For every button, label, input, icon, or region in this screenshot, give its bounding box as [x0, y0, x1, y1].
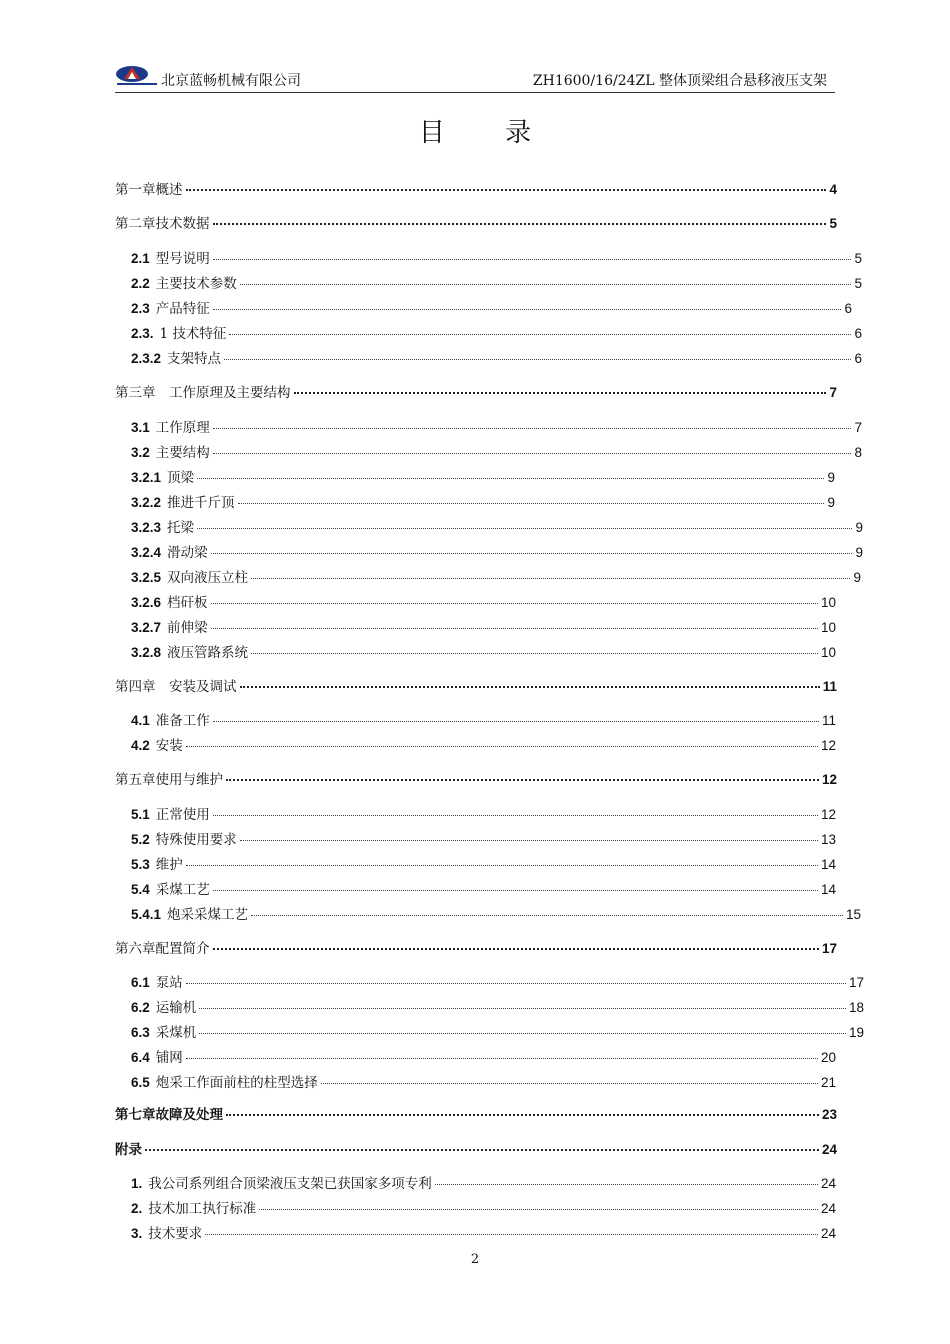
toc-leader-dots [186, 189, 827, 191]
toc-entry-number: 3.2.8 [131, 645, 162, 660]
toc-section-entry[interactable] [131, 1172, 836, 1190]
toc-entry-number: 5.3 [131, 857, 150, 872]
toc-section-entry[interactable] [131, 272, 862, 290]
toc-entry-number: 5.2 [131, 832, 150, 847]
toc-chapter-entry[interactable] [115, 178, 837, 196]
toc-leader-dots [213, 721, 819, 722]
toc-chapter-entry[interactable] [115, 212, 837, 230]
toc-section-entry[interactable] [131, 441, 862, 459]
toc-entry-page: 10 [820, 620, 836, 635]
toc-entry-label: 我公司系列组合顶梁液压支架已获国家多项专利 [148, 1176, 432, 1192]
toc-section-entry[interactable] [131, 566, 861, 584]
toc-leader-dots [259, 1209, 818, 1210]
toc-section-entry[interactable] [131, 347, 862, 365]
toc-leader-dots [435, 1184, 818, 1185]
toc-entry-page: 5 [854, 276, 862, 291]
toc-leader-dots [211, 603, 818, 604]
toc-leader-dots [226, 779, 819, 781]
toc-leader-dots [226, 1114, 819, 1116]
toc-section-entry[interactable] [131, 996, 864, 1014]
toc-entry-page: 19 [848, 1025, 864, 1040]
toc-entry-number: 6.4 [131, 1050, 150, 1065]
toc-section-entry[interactable] [131, 516, 863, 534]
toc-entry-page: 7 [854, 420, 862, 435]
toc-entry-label: 采煤工艺 [155, 882, 210, 898]
toc-section-entry[interactable] [131, 541, 863, 559]
company-name: 北京蓝畅机械有限公司 [161, 73, 301, 89]
toc-section-entry[interactable] [131, 734, 836, 752]
toc-entry-label: 顶梁 [167, 470, 195, 486]
toc-entry-number: 6.5 [131, 1075, 150, 1090]
toc-entry-page: 21 [820, 1075, 836, 1090]
toc-entry-label: 型号说明 [155, 251, 210, 267]
toc-leader-dots [240, 284, 852, 285]
toc-entry-page: 17 [848, 975, 864, 990]
toc-leader-dots [240, 686, 820, 688]
toc-section-entry[interactable] [131, 971, 864, 989]
toc-entry-label: 铺网 [155, 1050, 183, 1066]
toc-entry-page: 8 [854, 445, 862, 460]
toc-entry-number: 3.2.2 [131, 495, 162, 510]
toc-entry-number: 2.3.2 [131, 351, 162, 366]
toc-leader-dots [213, 453, 852, 454]
toc-entry-number: 3.2.1 [131, 470, 162, 485]
toc-leader-dots [197, 528, 852, 529]
toc-entry-label: 维护 [155, 857, 183, 873]
toc-chapter-entry[interactable] [115, 1138, 837, 1156]
toc-entry-page: 12 [820, 807, 836, 822]
toc-section-entry[interactable] [131, 803, 836, 821]
toc-entry-page: 6 [854, 351, 862, 366]
toc-entry-page: 9 [827, 470, 835, 485]
toc-entry-label: 泵站 [155, 975, 183, 991]
toc-entry-page: 24 [820, 1201, 836, 1216]
toc-leader-dots [186, 983, 846, 984]
toc-leader-dots [186, 865, 818, 866]
toc-entry-page: 10 [820, 595, 836, 610]
toc-leader-dots [211, 628, 818, 629]
toc-entry-number: 3. [131, 1226, 143, 1241]
toc-entry-label: 托梁 [167, 520, 195, 536]
toc-leader-dots [229, 334, 851, 335]
page-number: 2 [470, 1252, 480, 1267]
toc-leader-dots [213, 309, 842, 310]
toc-entry-number: 2.3 [131, 301, 150, 316]
toc-entry-label: 运输机 [155, 1000, 197, 1016]
toc-entry-number: 3.2 [131, 445, 150, 460]
toc-entry-label: 技术加工执行标准 [148, 1201, 257, 1217]
toc-section-entry[interactable] [131, 247, 862, 265]
toc-entry-label: 采煤机 [155, 1025, 197, 1041]
toc-entry-label: 第二章技术数据 [115, 216, 210, 232]
toc-entry-page: 11 [822, 679, 837, 694]
toc-entry-label: 正常使用 [155, 807, 210, 823]
toc-entry-number: 2.1 [131, 251, 150, 266]
toc-entry-label: 推进千斤顶 [167, 495, 235, 511]
toc-entry-label: 支架特点 [167, 351, 222, 367]
toc-entry-page: 5 [854, 251, 862, 266]
toc-chapter-entry[interactable] [115, 768, 837, 786]
toc-entry-page: 11 [821, 713, 836, 728]
toc-section-entry[interactable] [131, 878, 836, 896]
toc-section-entry[interactable] [131, 641, 836, 659]
toc-entry-page: 18 [848, 1000, 864, 1015]
toc-entry-page: 24 [821, 1142, 837, 1157]
toc-leader-dots [224, 359, 851, 360]
toc-chapter-entry[interactable] [115, 675, 837, 693]
toc-entry-page: 12 [821, 772, 837, 787]
toc-section-entry[interactable] [131, 828, 836, 846]
toc-entry-page: 24 [820, 1226, 836, 1241]
toc-entry-label: 特殊使用要求 [155, 832, 237, 848]
toc-entry-page: 12 [820, 738, 836, 753]
toc-leader-dots [211, 553, 853, 554]
toc-entry-page: 20 [820, 1050, 836, 1065]
toc-chapter-entry[interactable] [115, 1103, 837, 1121]
toc-leader-dots [251, 578, 850, 579]
toc-leader-dots [251, 653, 818, 654]
toc-entry-label: 档矸板 [167, 595, 208, 611]
toc-leader-dots [199, 1033, 846, 1034]
toc-entry-label: 炮采采煤工艺 [167, 907, 249, 923]
toc-leader-dots [213, 428, 852, 429]
toc-section-entry[interactable] [131, 709, 836, 727]
toc-leader-dots [213, 948, 819, 950]
toc-section-entry[interactable] [131, 322, 862, 340]
toc-entry-page: 24 [820, 1176, 836, 1191]
toc-chapter-entry[interactable] [115, 937, 837, 955]
toc-entry-page: 9 [855, 545, 863, 560]
toc-section-entry[interactable] [131, 491, 835, 509]
toc-leader-dots [145, 1149, 819, 1151]
toc-entry-label: 第六章配置简介 [115, 941, 210, 957]
toc-entry-label: 技术要求 [148, 1226, 203, 1242]
toc-leader-dots [251, 915, 843, 916]
toc-entry-label: 炮采工作面前柱的柱型选择 [155, 1075, 318, 1091]
toc-entry-number: 3.2.3 [131, 520, 162, 535]
toc-leader-dots [240, 840, 818, 841]
toc-entry-page: 9 [855, 520, 863, 535]
toc-entry-number: 3.2.6 [131, 595, 162, 610]
toc-entry-label: 准备工作 [155, 713, 210, 729]
toc-entry-page: 10 [820, 645, 836, 660]
toc-entry-label: 第一章概述 [115, 182, 183, 198]
toc-entry-number: 4.1 [131, 713, 150, 728]
toc-leader-dots [199, 1008, 846, 1009]
toc-entry-number: 5.4.1 [131, 907, 162, 922]
toc-entry-page: 17 [821, 941, 837, 956]
toc-leader-dots [213, 223, 827, 225]
toc-entry-page: 4 [829, 182, 837, 197]
toc-section-entry[interactable] [131, 1197, 836, 1215]
toc-leader-dots [186, 1058, 818, 1059]
toc-entry-label: 滑动梁 [167, 545, 208, 561]
toc-entry-number: 3.2.7 [131, 620, 162, 635]
toc-section-entry[interactable] [131, 466, 835, 484]
toc-section-entry[interactable] [131, 853, 836, 871]
toc-entry-page: 5 [829, 216, 837, 231]
toc-leader-dots [321, 1083, 818, 1084]
toc-leader-dots [197, 478, 824, 479]
toc-entry-number: 5.4 [131, 882, 150, 897]
toc-section-entry[interactable] [131, 416, 862, 434]
toc-entry-label: 1 技术特征 [159, 326, 227, 342]
toc-entry-label: 前伸梁 [167, 620, 208, 636]
toc-title: 目 录 [418, 118, 558, 148]
toc-entry-label: 主要结构 [155, 445, 210, 461]
toc-entry-label: 第四章 安装及调试 [115, 679, 237, 695]
toc-entry-number: 2.3. [131, 326, 154, 341]
toc-leader-dots [213, 815, 818, 816]
toc-section-entry[interactable] [131, 1021, 864, 1039]
toc-entry-number: 1. [131, 1176, 143, 1191]
toc-entry-page: 9 [827, 495, 835, 510]
toc-entry-number: 6.1 [131, 975, 150, 990]
toc-leader-dots [213, 259, 852, 260]
toc-entry-number: 6.3 [131, 1025, 150, 1040]
toc-section-entry[interactable] [131, 1071, 836, 1089]
toc-entry-page: 9 [853, 570, 861, 585]
toc-entry-page: 15 [845, 907, 861, 922]
toc-leader-dots [186, 746, 818, 747]
toc-section-entry[interactable] [131, 1046, 836, 1064]
toc-entry-label: 安装 [155, 738, 183, 754]
toc-entry-label: 主要技术参数 [155, 276, 237, 292]
toc-section-entry[interactable] [131, 591, 836, 609]
toc-entry-number: 3.1 [131, 420, 150, 435]
toc-entry-number: 2.2 [131, 276, 150, 291]
toc-entry-number: 2. [131, 1201, 143, 1216]
toc-entry-label: 工作原理 [155, 420, 210, 436]
toc-entry-page: 7 [829, 385, 837, 400]
toc-section-entry[interactable] [131, 297, 852, 315]
toc-section-entry[interactable] [131, 616, 836, 634]
toc-entry-label: 第七章故障及处理 [115, 1107, 223, 1123]
toc-entry-label: 双向液压立柱 [167, 570, 249, 586]
toc-entry-number: 5.1 [131, 807, 150, 822]
toc-entry-label: 液压管路系统 [167, 645, 249, 661]
toc-entry-number: 3.2.4 [131, 545, 162, 560]
toc-section-entry[interactable] [131, 1222, 836, 1240]
toc-leader-dots [205, 1234, 818, 1235]
toc-entry-page: 6 [854, 326, 862, 341]
toc-section-entry[interactable] [131, 903, 861, 921]
toc-leader-dots [294, 392, 827, 394]
toc-entry-number: 3.2.5 [131, 570, 162, 585]
toc-entry-label: 产品特征 [155, 301, 210, 317]
toc-entry-number: 6.2 [131, 1000, 150, 1015]
toc-entry-label: 附录 [115, 1142, 142, 1158]
toc-entry-label: 第五章使用与维护 [115, 772, 223, 788]
toc-entry-page: 14 [820, 882, 836, 897]
toc-entry-page: 14 [820, 857, 836, 872]
toc-leader-dots [213, 890, 818, 891]
toc-chapter-entry[interactable] [115, 381, 837, 399]
product-name: ZH1600/16/24ZL 整体顶梁组合悬移液压支架 [532, 73, 827, 89]
toc-entry-page: 23 [821, 1107, 837, 1122]
toc-entry-page: 6 [844, 301, 852, 316]
toc-entry-label: 第三章 工作原理及主要结构 [115, 385, 291, 401]
toc-entry-page: 13 [820, 832, 836, 847]
toc-leader-dots [238, 503, 825, 504]
toc-entry-number: 4.2 [131, 738, 150, 753]
